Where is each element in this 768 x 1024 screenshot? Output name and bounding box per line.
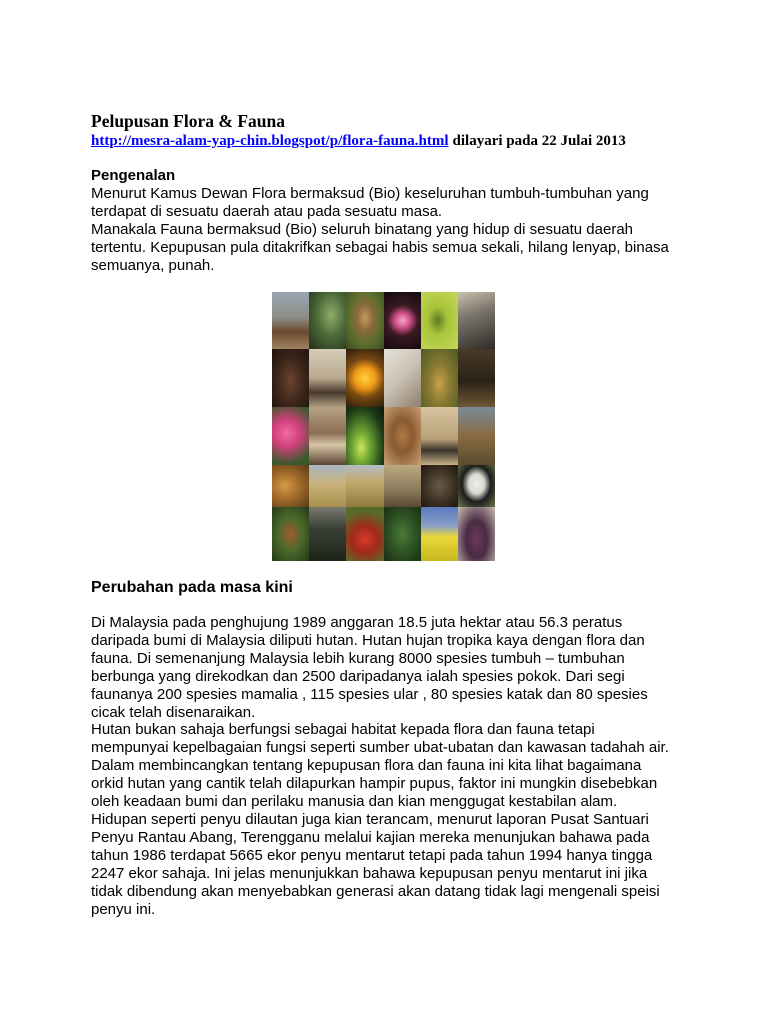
body-line: 2247 ekor sahaja. Ini jelas menunjukkan bahawa kepupusan penyu mentarut ini jika	[91, 864, 648, 882]
body-line: Penyu Rantau Abang, Terengganu melalui kajian mereka menunjukan bahawa pada	[91, 828, 650, 846]
collage-tile	[384, 507, 421, 561]
collage-tile	[309, 507, 346, 561]
collage-tile	[309, 349, 346, 407]
body-line: mempunyai kepelbagaian fungsi seperti sumber ubat-ubatan dan kawasan tadahah air.	[91, 739, 669, 757]
body-paragraph	[91, 614, 669, 918]
collage-tile	[458, 407, 495, 465]
flora-fauna-collage	[272, 292, 495, 561]
body-line: orkid hutan yang cantik telah dilapurkan hampir pupus, faktor ini mungkin disebebkan	[91, 775, 658, 793]
collage-tile	[458, 349, 495, 407]
collage-tile	[346, 292, 383, 349]
intro-line: Menurut Kamus Dewan Flora bermaksud (Bio) keseluruhan tumbuh-tumbuhan yang	[91, 185, 649, 202]
collage-tile	[384, 292, 421, 349]
collage-tile	[421, 349, 458, 407]
body-line: daripada bumi di Malaysia diliputi hutan. Hutan hujan tropika kaya dengan flora dan	[91, 631, 645, 649]
body-line: Di Malaysia pada penghujung 1989 anggaran 18.5 juta hektar atau 56.3 peratus	[91, 614, 623, 631]
source-link[interactable]: http://mesra-alam-yap-chin.blogspot/p/flora-fauna.html	[91, 133, 449, 149]
collage-tile	[458, 465, 495, 507]
body-line: berbunga yang direkodkan dan 2500 daripadanya ialah spesies pokok. Dari segi	[91, 667, 625, 685]
body-line: cicak telah disenaraikan.	[91, 703, 256, 721]
body-line: tidak dibendung akan menyebabkan generasi akan datang tidak lagi mengenali speisi	[91, 882, 660, 900]
collage-tile	[309, 292, 346, 349]
intro-heading: Pengenalan	[91, 167, 176, 184]
collage-tile	[346, 507, 383, 561]
document-title: Pelupusan Flora & Fauna	[91, 111, 285, 131]
collage-tile	[421, 465, 458, 507]
collage-tile	[272, 465, 309, 507]
collage-tile	[384, 465, 421, 507]
collage-tile	[421, 292, 458, 349]
collage-tile	[309, 407, 346, 465]
collage-tile	[272, 292, 309, 349]
collage-tile	[421, 507, 458, 561]
intro-line: tertentu. Kepupusan pula ditakrifkan sebagai habis semua sekali, hilang lenyap, binasa	[91, 239, 669, 256]
collage-tile	[346, 407, 383, 465]
collage-tile	[309, 465, 346, 507]
section-heading: Perubahan pada masa kini	[91, 579, 293, 596]
collage-tile	[272, 507, 309, 561]
collage-tile	[272, 349, 309, 407]
body-line: faunanya 200 spesies mamalia , 115 spesies ular , 80 spesies katak dan 80 spesies	[91, 685, 648, 703]
collage-tile	[458, 292, 495, 349]
body-line: Dalam membincangkan tentang kepupusan flora dan fauna ini kita lihat bagaimana	[91, 757, 642, 775]
intro-line: semuanya, punah.	[91, 257, 215, 274]
collage-tile	[346, 465, 383, 507]
body-line: Hidupan seperti penyu dilautan juga kian terancam, menurut laporan Pusat Santuari	[91, 810, 649, 828]
body-line: fauna. Di semenanjung Malaysia lebih kurang 8000 spesies tumbuh – tumbuhan	[91, 649, 625, 667]
intro-line: terdapat di sesuatu daerah atau pada sesuatu masa.	[91, 203, 443, 220]
intro-paragraph	[91, 185, 669, 275]
collage-tile	[421, 407, 458, 465]
body-line: Hutan bukan sahaja berfungsi sebagai habitat kepada flora dan fauna tetapi	[91, 721, 595, 739]
collage-tile	[458, 507, 495, 561]
body-line: penyu ini.	[91, 900, 156, 918]
collage-tile	[384, 349, 421, 407]
intro-line: Manakala Fauna bermaksud (Bio) seluruh binatang yang hidup di sesuatu daerah	[91, 221, 634, 238]
collage-tile	[272, 407, 309, 465]
collage-tile	[346, 349, 383, 407]
body-line: tahun 1986 terdapat 5665 ekor penyu mentarut tetapi pada tahun 1994 hanya tingga	[91, 846, 653, 864]
body-line: oleh keadaan bumi dan perilaku manusia dan kian menggugat kestabilan alam.	[91, 793, 618, 811]
source-line	[91, 132, 626, 150]
accessed-date-text: dilayari pada 22 Julai 2013	[452, 133, 626, 149]
collage-tile	[384, 407, 421, 465]
